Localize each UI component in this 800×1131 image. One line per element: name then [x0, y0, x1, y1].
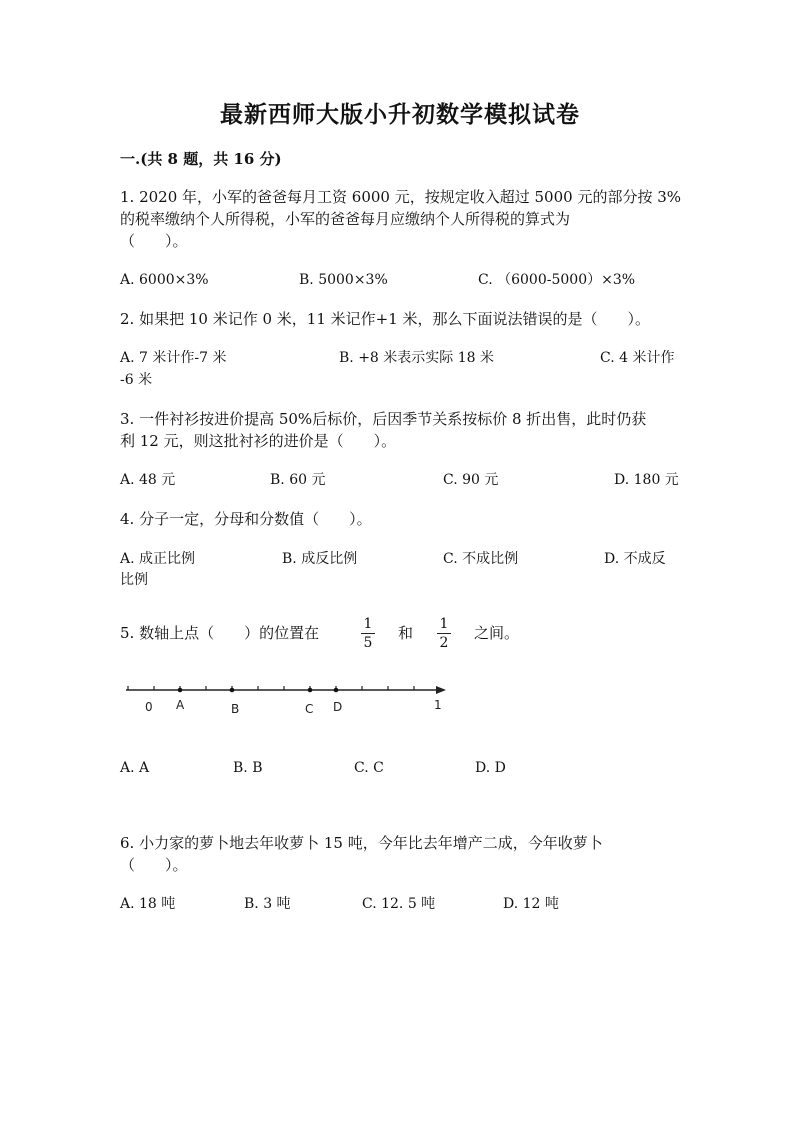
q1-line2: 的税率缴纳个人所得税，小军的爸爸每月应缴纳个人所得税的算式为	[120, 210, 571, 228]
q1-option-c[interactable]: C. （6000-5000）×3%	[478, 272, 636, 288]
q6-line1: 6. 小力家的萝卜地去年收萝卜 15 吨，今年比去年增产二成，今年收萝卜	[120, 834, 603, 852]
q5-suffix: 之间。	[474, 624, 520, 642]
q2-line1: 2. 如果把 10 米记作 0 米，11 米记作+1 米，那么下面说法错误的是（ ）。	[120, 310, 651, 328]
q3-option-a[interactable]: A. 48 元	[120, 472, 176, 488]
q5-option-d[interactable]: D. D	[475, 760, 506, 776]
q3-option-c[interactable]: C. 90 元	[443, 472, 499, 488]
q1-option-b[interactable]: B. 5000×3%	[299, 272, 388, 288]
q2-option-a[interactable]: A. 7 米计作-7 米	[120, 350, 227, 366]
q5-and: 和	[398, 624, 414, 642]
q5-fraction-one-half	[436, 616, 452, 651]
q5-option-b[interactable]: B. B	[233, 760, 263, 776]
q5-frac2-bar	[437, 633, 451, 634]
q2-option-c[interactable]: C. 4 米计作	[600, 350, 675, 366]
numberline-label-b: B	[231, 702, 240, 716]
q6-option-c[interactable]: C. 12. 5 吨	[362, 896, 436, 912]
point-a	[178, 688, 183, 693]
numberline-label-1: 1	[434, 698, 442, 712]
q5-frac2-num: 1	[439, 616, 449, 632]
q5-frac2-den: 2	[439, 635, 449, 651]
q2-option-c-cont: -6 米	[120, 372, 153, 388]
q5-prefix: 5. 数轴上点（ ）的位置在	[120, 624, 320, 642]
q3-option-b[interactable]: B. 60 元	[270, 472, 326, 488]
q1-option-a[interactable]: A. 6000×3%	[120, 272, 209, 288]
q6-option-b[interactable]: B. 3 吨	[244, 896, 291, 912]
numberline-label-c: C	[305, 702, 314, 716]
numberline-label-0: 0	[145, 700, 153, 714]
q1-line3: （ ）。	[120, 232, 188, 250]
q5-frac1-den: 5	[363, 635, 373, 651]
q5-fraction-one-fifth	[360, 616, 376, 651]
q3-line2: 利 12 元，则这批衬衫的进价是（ ）。	[120, 432, 397, 450]
point-d	[334, 688, 339, 693]
q6-option-a[interactable]: A. 18 吨	[120, 896, 176, 912]
q5-option-c[interactable]: C. C	[354, 760, 384, 776]
q2-option-b[interactable]: B. +8 米表示实际 18 米	[339, 350, 494, 366]
q4-option-b[interactable]: B. 成反比例	[282, 551, 358, 567]
q6-line2: （ ）。	[120, 856, 188, 874]
number-line	[120, 676, 460, 700]
numberline-label-a: A	[176, 698, 185, 712]
q4-line1: 4. 分子一定，分母和分数值（ ）。	[120, 510, 372, 528]
q4-option-d[interactable]: D. 不成反	[604, 551, 666, 567]
page-title: 最新西师大版小升初数学模拟试卷	[220, 101, 580, 128]
q3-line1: 3. 一件衬衫按进价提高 50%后标价，后因季节关系按标价 8 折出售，此时仍获	[120, 410, 647, 428]
q1-line1: 1. 2020 年，小军的爸爸每月工资 6000 元，按规定收入超过 5000 元的部分按 3%	[120, 188, 682, 206]
point-b	[230, 688, 235, 693]
section-header: 一.(共 8 题，共 16 分)	[120, 150, 282, 168]
number-line-arrow	[436, 686, 446, 694]
q4-option-c[interactable]: C. 不成比例	[443, 551, 519, 567]
numberline-label-d: D	[333, 700, 343, 714]
q5-frac1-bar	[361, 633, 375, 634]
q5-option-a[interactable]: A. A	[120, 760, 150, 776]
q3-option-d[interactable]: D. 180 元	[614, 472, 679, 488]
point-c	[308, 688, 313, 693]
q4-option-a[interactable]: A. 成正比例	[120, 551, 196, 567]
q6-option-d[interactable]: D. 12 吨	[503, 896, 559, 912]
q5-frac1-num: 1	[363, 616, 373, 632]
q4-option-d-cont: 比例	[120, 572, 148, 588]
